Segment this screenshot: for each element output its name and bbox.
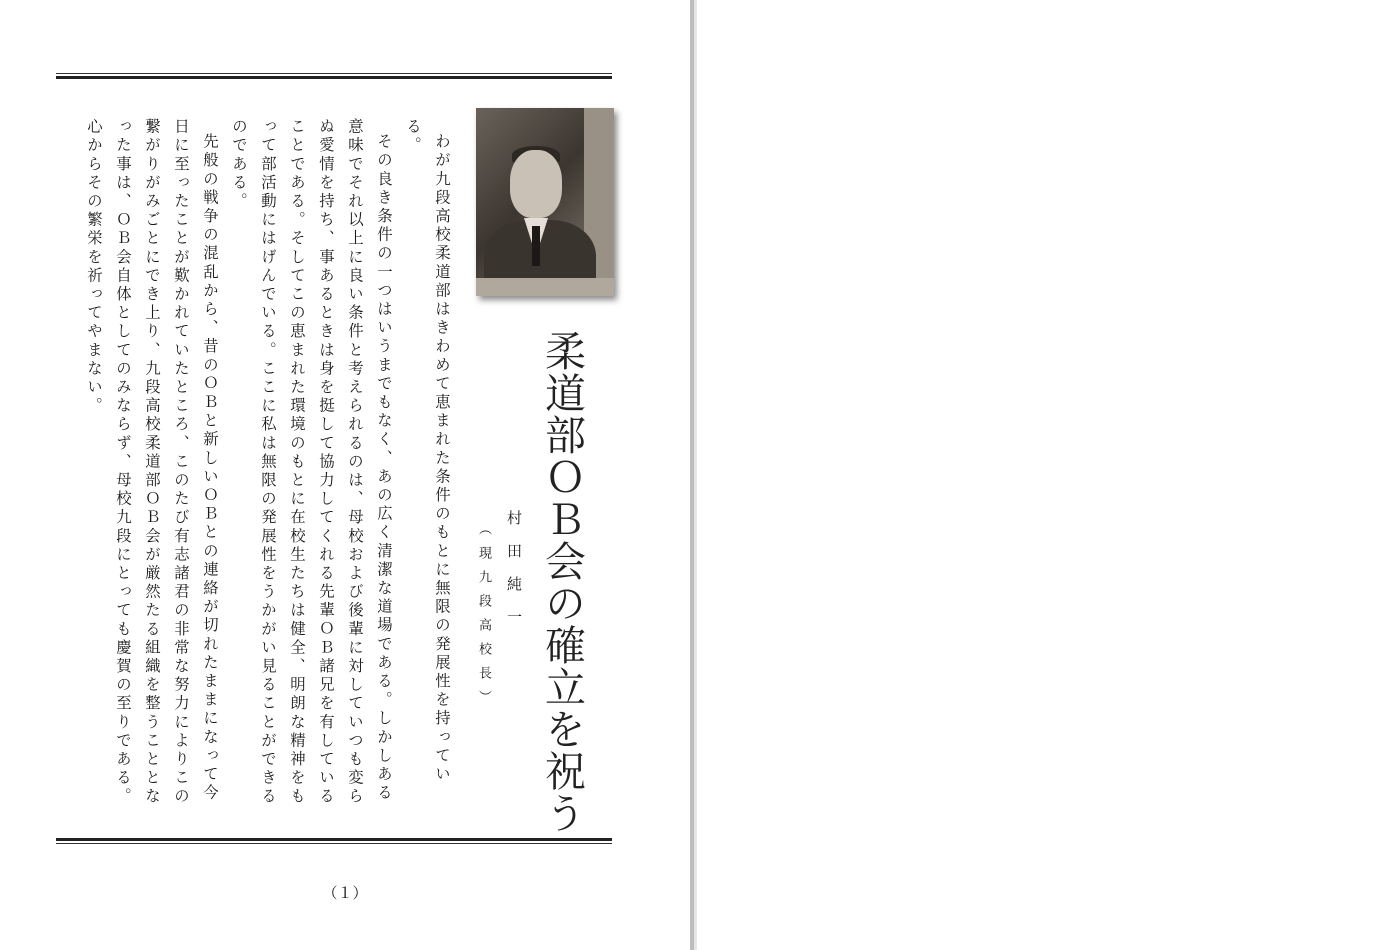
left-page (0, 0, 690, 950)
article-body (66, 118, 456, 818)
principal-portrait-photo (476, 108, 614, 296)
author-name: 村田純一 (505, 510, 523, 642)
paragraph-1: わが九段高校柔道部はきわめて恵まれた条件のもとに無限の発展性を持っている。 (404, 118, 451, 785)
top-rule (56, 73, 612, 79)
page-number: （１） (322, 884, 368, 902)
author-role: （現九段高校長） (476, 522, 491, 714)
article-title: 柔道部ＯＢ会の確立を祝う (538, 330, 586, 834)
bottom-rule (56, 838, 612, 844)
paragraph-3: 先般の戦争の混乱から、昔のＯＢと新しいＯＢとの連絡が切れたままになって今日に至ったことが歎かれていたところ、このたび有志諸君の非常な努力によりこの繋がりがみごとにでき上り、九段高校柔道部ＯＢ会が厳然たる組織を整うこととなった事は、ＯＢ会自体としてのみならず、母校九段にとっても慶賀の至りである。心からその繁栄を祈ってやまない。 (85, 118, 219, 807)
paragraph-2: その良き条件の一つはいうまでもなく、あの広く清潔な道場である。しかしある意味でそれ以上に良い条件と考えられるのは、母校および後輩に対していつも変らぬ愛情を持ち、事あるときは身を挺して協力してくれる先輩ＯＢ諸兄を有していることである。そしてこの恵まれた環境のもとに在校生たちは健全、明朗な精神をもって部活動にはげんでいる。ここに私は無限の発展性をうかがい見ることができるのである。 (230, 118, 393, 807)
right-page (697, 0, 1390, 950)
